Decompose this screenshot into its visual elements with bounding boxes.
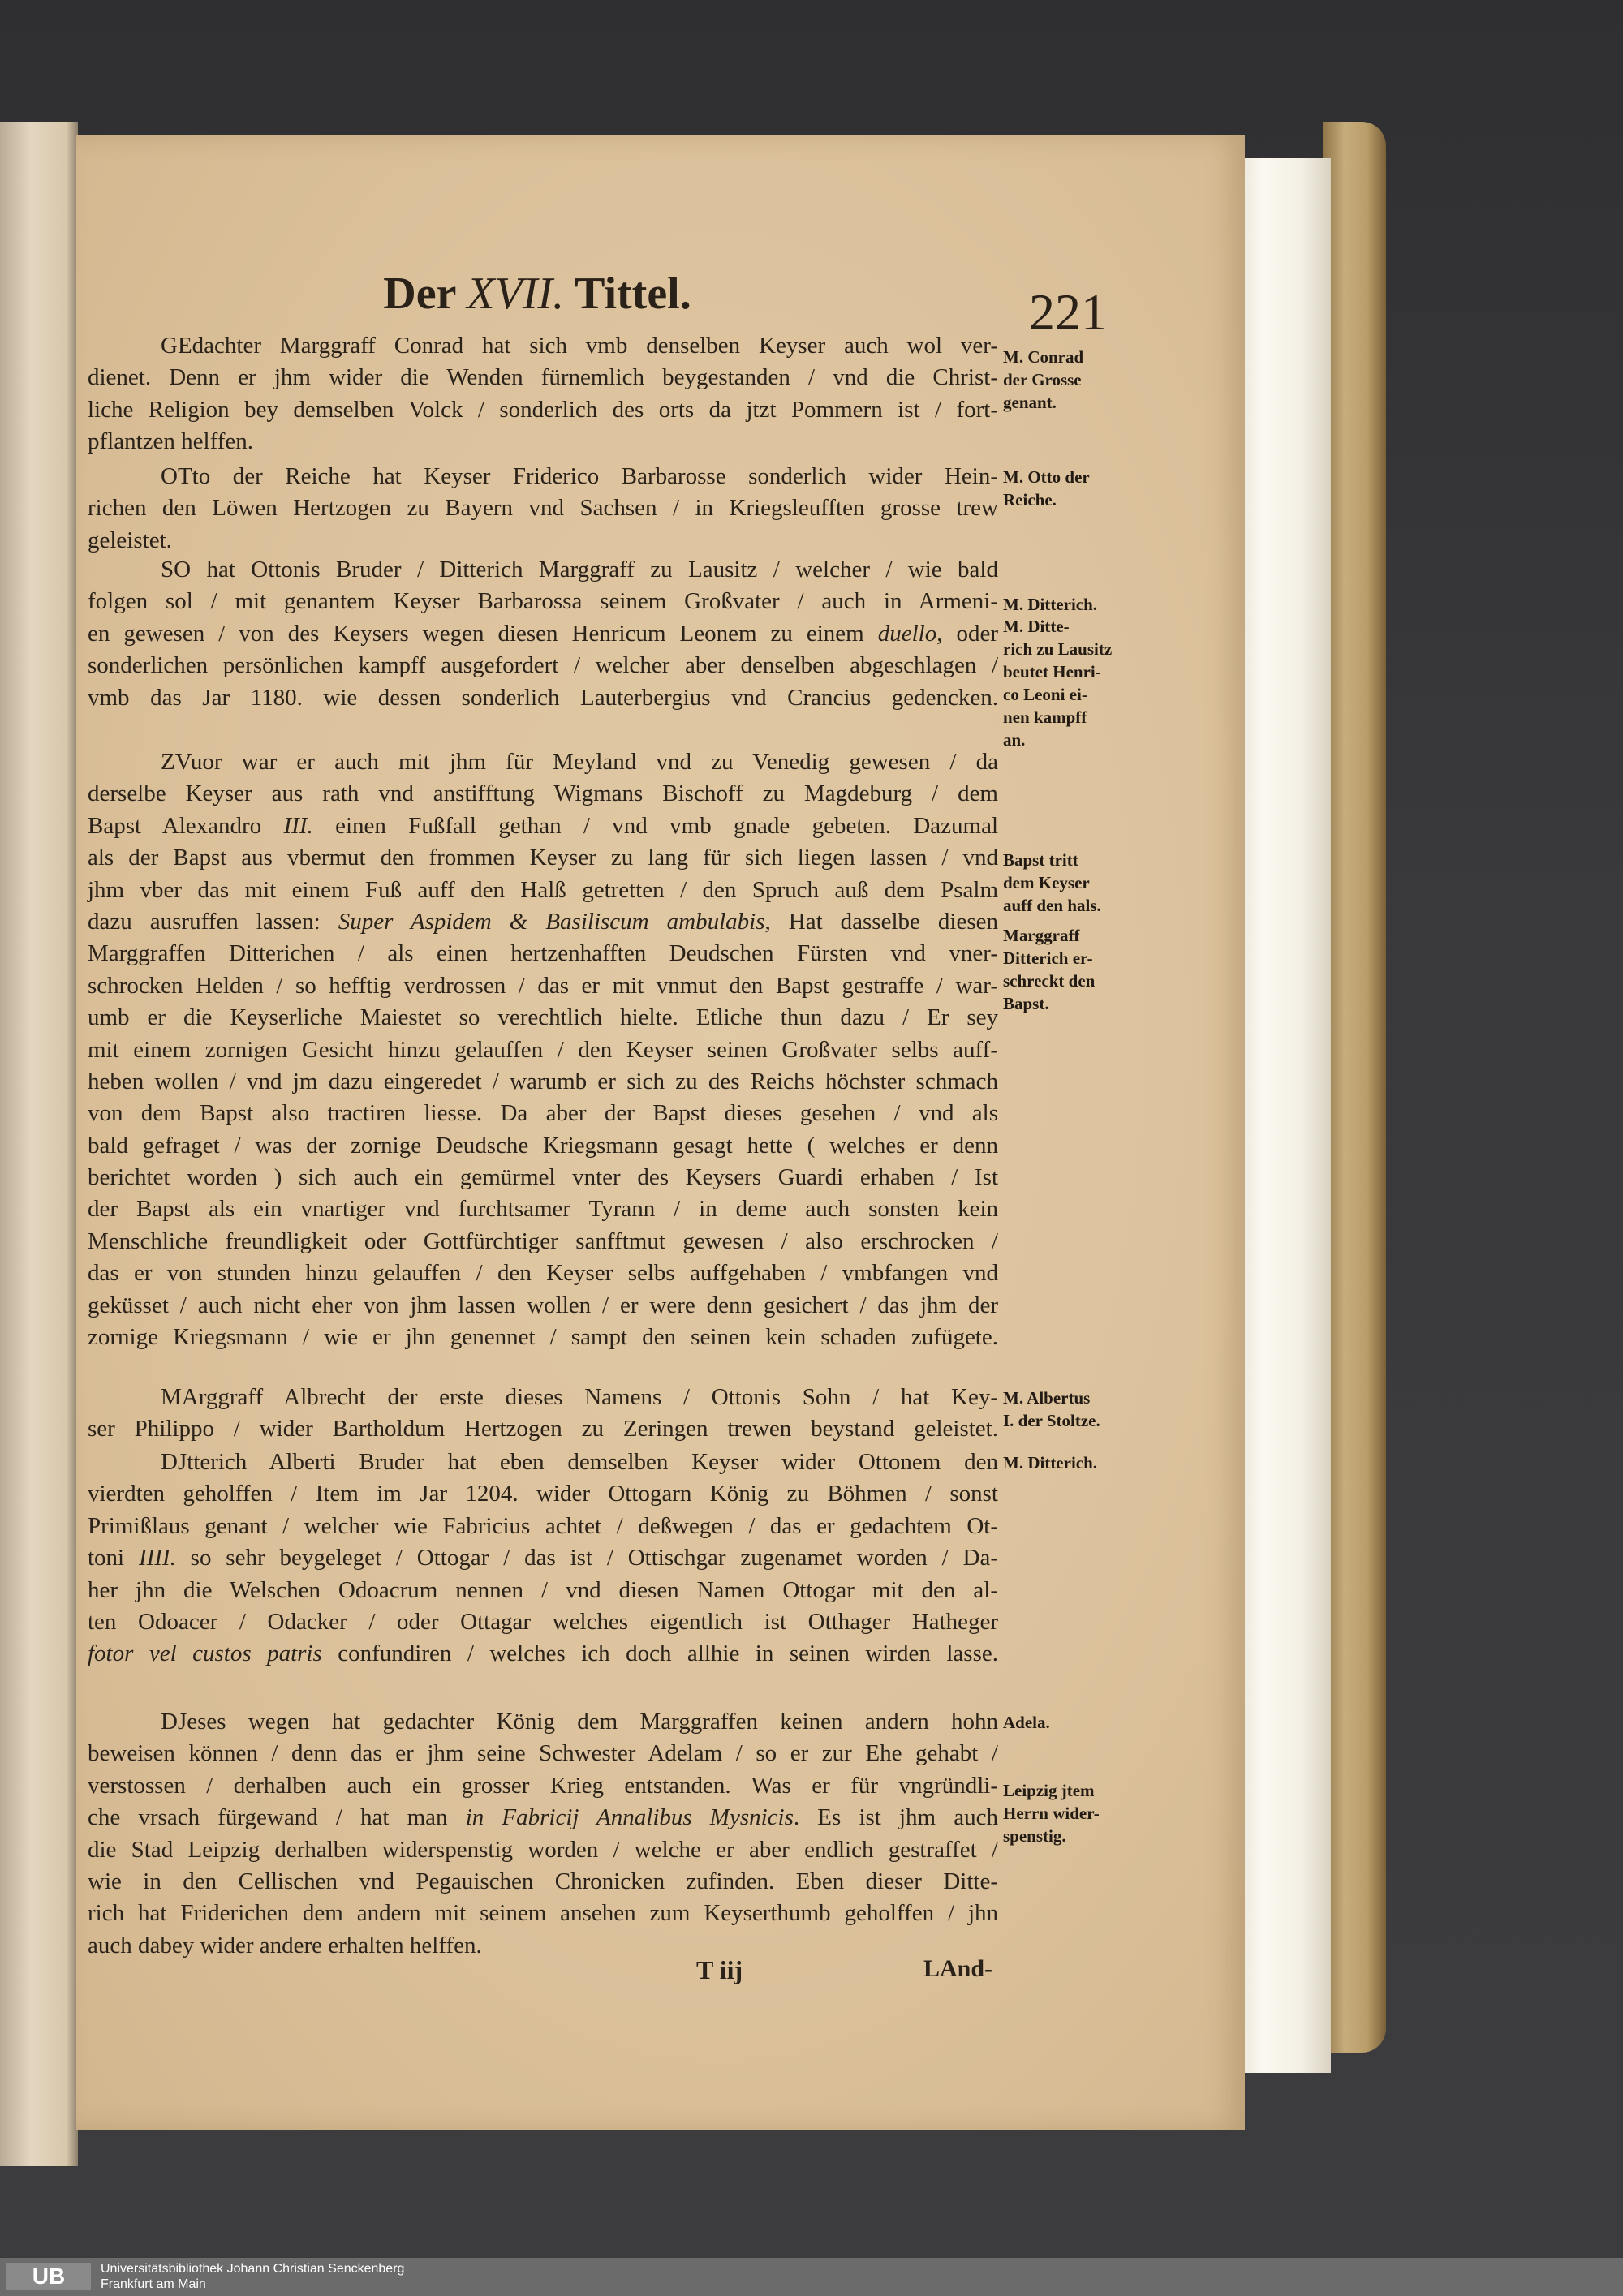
line-text: , oder bbox=[936, 620, 998, 647]
line-text: toni bbox=[88, 1545, 139, 1572]
text-line bbox=[88, 1706, 998, 1738]
text-line bbox=[88, 1098, 998, 1129]
text-line bbox=[88, 1130, 998, 1162]
library-footer bbox=[0, 2258, 1623, 2296]
text-line bbox=[88, 1834, 998, 1866]
paragraph bbox=[88, 1447, 998, 1670]
text-line bbox=[88, 1322, 998, 1353]
text-line bbox=[88, 330, 998, 362]
line-text: vmb das Jar 1180. wie dessen sonderlich Lauterbergius vnd Crancius gedencken. bbox=[88, 684, 998, 711]
text-line bbox=[88, 970, 998, 1002]
italic-latin-text: IIII. bbox=[138, 1545, 176, 1572]
line-text: mit einem zornigen Gesicht hinzu gelauffen / den Keyser seinen Großvater selbs auff- bbox=[88, 1036, 998, 1063]
line-text: sonderlichen persönlichen kampff ausgefordert / welcher aber denselben abgeschlagen / bbox=[88, 652, 998, 679]
text-line bbox=[88, 1542, 998, 1574]
chapter-title bbox=[375, 268, 700, 320]
line-text: che vrsach fürgewand / hat man bbox=[88, 1804, 466, 1831]
book-cover-edge bbox=[1323, 122, 1386, 2053]
line-text: der Bapst als ein vnartiger vnd furchtsamer Tyrann / in deme auch sonsten kein bbox=[88, 1196, 998, 1223]
line-text: berichtet worden ) sich auch ein gemürmel vnter des Keysers Guardi erhaben / Ist bbox=[88, 1164, 998, 1191]
text-line bbox=[88, 810, 998, 842]
paragraph bbox=[88, 1382, 998, 1446]
text-line bbox=[88, 426, 998, 458]
line-text: ZVuor war er auch mit jhm für Meyland vnd zu Venedig gewesen / da bbox=[161, 749, 998, 775]
margin-note-line: M. Ditte- bbox=[1003, 617, 1070, 636]
text-line bbox=[88, 362, 998, 393]
line-text: Marggraffen Ditterichen / als einen hertzenhafften Deudschen Fürsten vnd vner- bbox=[88, 940, 998, 967]
margin-note-line: co Leoni ei- bbox=[1003, 685, 1087, 704]
line-text: die Stad Leipzig derhalben widerspenstig worden / welche er aber endlich gestraffet / bbox=[88, 1836, 998, 1863]
line-text: pflantzen helffen. bbox=[88, 428, 253, 455]
text-line bbox=[88, 1002, 998, 1034]
line-text: , Hat dasselbe diesen bbox=[764, 908, 998, 935]
line-text: als der Bapst aus vbermut den frommen Keyser zu lang für sich liegen lassen / vnd bbox=[88, 845, 998, 871]
catchword: LAnd- bbox=[923, 1955, 993, 1982]
margin-note-line: rich zu Lausitz bbox=[1003, 639, 1113, 659]
line-text: confundiren / welches ich doch allhie in seinen wirden lasse. bbox=[321, 1640, 998, 1667]
line-text: auch dabey wider andere erhalten helffen. bbox=[88, 1932, 482, 1958]
line-text: dazu ausruffen lassen: bbox=[88, 908, 338, 935]
margin-note-line: Ditterich er- bbox=[1003, 948, 1093, 968]
line-text: en gewesen / von des Keysers wegen diesen Henricum Leonem zu einem bbox=[88, 620, 878, 647]
margin-note-line: genant. bbox=[1003, 393, 1057, 412]
text-line bbox=[88, 1898, 998, 1929]
margin-note-line: spenstig. bbox=[1003, 1826, 1066, 1846]
line-text: wie in den Cellischen vnd Pegauischen Chronicken zufinden. Eben dieser Ditte- bbox=[88, 1868, 998, 1894]
margin-note-line: nen kampff bbox=[1003, 707, 1087, 727]
line-text: derselbe Keyser aus rath vnd anstifftung Wigmans Bischoff zu Magdeburg / dem bbox=[88, 780, 998, 807]
margin-note-line: I. der Stoltze. bbox=[1003, 1411, 1100, 1430]
line-text: einen Fußfall gethan / vnd vmb gnade gebeten. Dazumal bbox=[312, 812, 999, 839]
text-line bbox=[88, 1413, 998, 1445]
text-line bbox=[88, 1606, 998, 1638]
line-text: Primißlaus genant / welcher wie Fabricius achtet / deßwegen / das er gedachtem Ot- bbox=[88, 1512, 998, 1539]
library-logo: UB bbox=[6, 2263, 91, 2290]
text-line bbox=[88, 1193, 998, 1225]
text-line bbox=[88, 1575, 998, 1606]
page-block-edges bbox=[1233, 158, 1331, 2073]
margin-note-line: Bapst. bbox=[1003, 994, 1049, 1013]
line-text: richen den Löwen Hertzogen zu Bayern vnd Sachsen / in Kriegsleufften grosse trew bbox=[88, 495, 998, 522]
margin-note-line: Bapst tritt bbox=[1003, 850, 1078, 870]
library-location-line: Frankfurt am Main bbox=[101, 2277, 206, 2291]
text-line bbox=[88, 650, 998, 681]
margin-note-line: schreckt den bbox=[1003, 971, 1096, 991]
line-text: DJeses wegen hat gedachter König dem Marggraffen keinen andern hohn bbox=[161, 1709, 998, 1735]
text-line bbox=[88, 586, 998, 617]
line-text: ser Philippo / wider Bartholdum Hertzogen zu Zeringen trewen beystand geleistet. bbox=[88, 1416, 998, 1443]
text-line bbox=[88, 938, 998, 970]
margin-note-line: beutet Henri- bbox=[1003, 662, 1101, 681]
text-line bbox=[88, 394, 998, 426]
italic-latin-text: III. bbox=[283, 812, 313, 839]
margin-note bbox=[1003, 615, 1112, 751]
text-line bbox=[88, 554, 998, 586]
text-line bbox=[88, 618, 998, 650]
margin-note-line: M. Ditterich. bbox=[1003, 595, 1098, 614]
line-text: zornige Kriegsmann / wie er jhn genennet / sampt den seinen kein schaden zufügete. bbox=[88, 1324, 998, 1351]
line-text: OTto der Reiche hat Keyser Friderico Barbarosse sonderlich wider Hein- bbox=[161, 463, 998, 489]
text-line bbox=[88, 1290, 998, 1322]
line-text: beweisen können / denn das er jhm seine Schwester Adelam / so er zur Ehe gehabt / bbox=[88, 1740, 998, 1767]
line-text: rich hat Friderichen dem andern mit seinem ansehen zum Keyserthumb geholffen / jhn bbox=[88, 1900, 998, 1927]
line-text: umb er die Keyserliche Maiestet so verechtlich hielte. Etliche thun dazu / Er sey bbox=[88, 1004, 998, 1031]
paragraph bbox=[88, 330, 998, 458]
line-text: bald gefraget / was der zornige Deudsche Kriegsmann gesagt hette ( welches er denn bbox=[88, 1132, 998, 1159]
margin-note-line: dem Keyser bbox=[1003, 873, 1090, 892]
margin-note-line: Adela. bbox=[1003, 1713, 1050, 1732]
margin-note-line: Reiche. bbox=[1003, 490, 1057, 510]
text-line bbox=[88, 1162, 998, 1193]
line-text: von dem Bapst also tractiren liesse. Da aber der Bapst dieses gesehen / vnd als bbox=[88, 1100, 998, 1127]
text-line bbox=[88, 746, 998, 778]
text-line bbox=[88, 778, 998, 810]
text-line bbox=[88, 1802, 998, 1834]
italic-latin-text: Super Aspidem & Basiliscum ambulabis bbox=[338, 908, 765, 935]
line-text: geleistet. bbox=[88, 527, 172, 553]
line-text: Bapst Alexandro bbox=[88, 812, 284, 839]
line-text: ten Odoacer / Odacker / oder Ottagar welches eigentlich ist Otthager Hatheger bbox=[88, 1608, 998, 1635]
margin-note bbox=[1003, 924, 1095, 1015]
line-text: das er von stunden hinzu gelauffen / den Keyser selbs auffgehaben / vmbfangen vnd bbox=[88, 1260, 998, 1287]
text-line bbox=[88, 1066, 998, 1098]
margin-note bbox=[1003, 1451, 1097, 1474]
margin-note-line: an. bbox=[1003, 730, 1026, 750]
text-line bbox=[88, 492, 998, 524]
text-line bbox=[88, 525, 998, 557]
text-line bbox=[88, 1478, 998, 1510]
text-line bbox=[88, 1738, 998, 1769]
text-line bbox=[88, 1447, 998, 1478]
title-numeral: XVII. bbox=[467, 269, 565, 319]
line-text: verstossen / derhalben auch ein grosser Krieg entstanden. Was er für vngründli- bbox=[88, 1772, 998, 1799]
margin-note-line: der Grosse bbox=[1003, 370, 1082, 389]
text-line bbox=[88, 461, 998, 492]
text-line bbox=[88, 1382, 998, 1413]
line-text: jhm vber das mit einem Fuß auff den Halß getretten / den Spruch auß dem Psalm bbox=[88, 876, 998, 903]
margin-note bbox=[1003, 1779, 1100, 1847]
text-line bbox=[88, 1638, 998, 1670]
title-word: Der bbox=[383, 269, 456, 319]
text-line bbox=[88, 682, 998, 714]
line-text: her jhn die Welschen Odoacrum nennen / vnd diesen Namen Ottogar mit den al- bbox=[88, 1576, 998, 1603]
text-line bbox=[88, 1511, 998, 1542]
italic-latin-text: in Fabricij Annalibus Mysnicis bbox=[465, 1804, 794, 1831]
margin-note-line: M. Ditterich. bbox=[1003, 1453, 1098, 1473]
line-text: . Es ist jhm auch bbox=[793, 1804, 998, 1831]
margin-note-line: M. Albertus bbox=[1003, 1388, 1091, 1408]
margin-note bbox=[1003, 849, 1101, 917]
text-line bbox=[88, 1930, 998, 1962]
text-line bbox=[88, 1770, 998, 1802]
margin-note-line: M. Conrad bbox=[1003, 347, 1084, 367]
line-text: dienet. Denn er jhm wider die Wenden fürnemlich beygestanden / vnd die Christ- bbox=[88, 364, 998, 391]
margin-note-line: Leipzig jtem bbox=[1003, 1781, 1095, 1800]
margin-note bbox=[1003, 1711, 1050, 1734]
text-line bbox=[88, 1034, 998, 1066]
margin-note-line: auff den hals. bbox=[1003, 896, 1101, 915]
line-text: so sehr beygeleget / Ottogar / das ist / Ottischgar zugenamet worden / Da- bbox=[175, 1545, 998, 1572]
text-line bbox=[88, 1258, 998, 1289]
italic-latin-text: duello bbox=[877, 620, 937, 647]
italic-latin-text: fotor vel custos patris bbox=[88, 1640, 322, 1667]
line-text: Menschliche freundligkeit oder Gottfürchtiger sanfftmut gewesen / also erschrocken / bbox=[88, 1228, 998, 1254]
line-text: vierdten geholffen / Item im Jar 1204. wider Ottogarn König zu Böhmen / sonst bbox=[88, 1481, 998, 1507]
line-text: folgen sol / mit genantem Keyser Barbarossa seinem Großvater / auch in Armeni- bbox=[88, 588, 998, 615]
text-line bbox=[88, 906, 998, 938]
text-line bbox=[88, 875, 998, 906]
line-text: heben wollen / vnd jm dazu eingeredet / warumb er sich zu des Reichs höchster schmach bbox=[88, 1068, 998, 1094]
paragraph bbox=[88, 1706, 998, 1962]
text-line bbox=[88, 842, 998, 874]
line-text: GEdachter Marggraff Conrad hat sich vmb denselben Keyser auch wol ver- bbox=[161, 333, 998, 359]
text-line bbox=[88, 1226, 998, 1258]
previous-page-edge bbox=[0, 122, 78, 2166]
margin-note bbox=[1003, 593, 1097, 616]
margin-note bbox=[1003, 466, 1090, 511]
line-text: MArggraff Albrecht der erste dieses Namens / Ottonis Sohn / hat Key- bbox=[161, 1384, 998, 1410]
line-text: geküsset / auch nicht eher von jhm lassen wollen / er were denn gesichert / das jhm der bbox=[88, 1292, 998, 1318]
margin-note-line: Herrn wider- bbox=[1003, 1804, 1100, 1823]
title-word: Tittel. bbox=[575, 269, 691, 319]
line-text: SO hat Ottonis Bruder / Ditterich Marggraff zu Lausitz / welcher / wie bald bbox=[161, 557, 998, 583]
paragraph bbox=[88, 554, 998, 714]
line-text: DJtterich Alberti Bruder hat eben demselben Keyser wider Ottonem den bbox=[161, 1449, 998, 1475]
margin-note-line: Marggraff bbox=[1003, 926, 1080, 945]
line-text: schrocken Helden / so hefftig verdrossen / das er mit vnmut den Bapst gestraffe / war- bbox=[88, 972, 998, 999]
paragraph bbox=[88, 461, 998, 557]
library-name-line: Universitätsbibliothek Johann Christian Senckenberg bbox=[101, 2262, 405, 2276]
margin-note bbox=[1003, 1387, 1100, 1432]
text-line bbox=[88, 1866, 998, 1898]
margin-note bbox=[1003, 346, 1083, 414]
margin-note-line: M. Otto der bbox=[1003, 467, 1090, 487]
paragraph bbox=[88, 746, 998, 1353]
library-name bbox=[101, 2261, 404, 2292]
line-text: liche Religion bey demselben Volck / sonderlich des orts da jtzt Pommern ist / fort- bbox=[88, 396, 998, 423]
page-number: 221 bbox=[1029, 283, 1107, 341]
signature-mark: T iij bbox=[696, 1955, 743, 1984]
